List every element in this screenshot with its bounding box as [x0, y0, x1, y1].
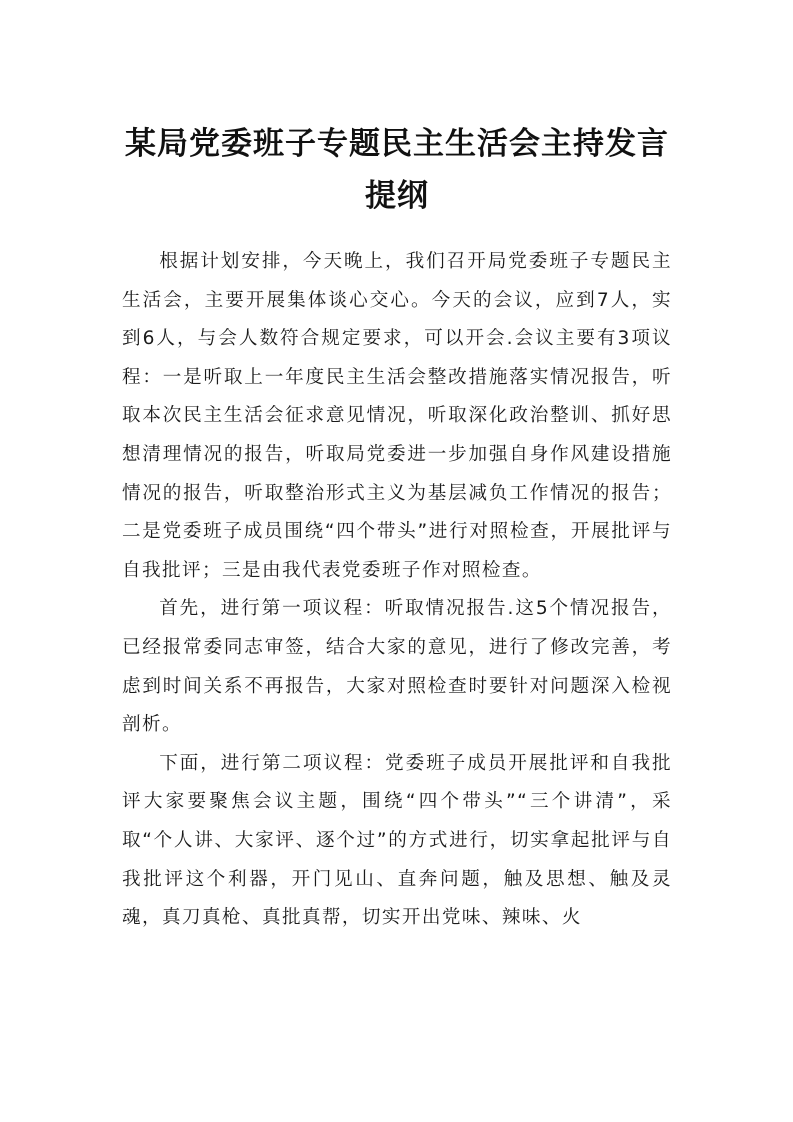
document-title: 某局党委班子专题民主生活会主持发言提纲 [125, 126, 669, 214]
paragraph-first-agenda: 首先，进行第一项议程：听取情况报告.这5个情况报告，已经报常委同志审签，结合大家的意见，进行了修改完善，考虑到时间关系不再报告，大家对照检查时要针对问题深入检视剖析。 [122, 598, 672, 736]
paragraph-opening: 根据计划安排，今天晚上，我们召开局党委班子专题民主生活会，主要开展集体谈心交心。今天的会议，应到7人，实到6人，与会人数符合规定要求，可以开会.会议主要有3项议程：一是听取上一年度民主生活会整改措施落实情况报告，听取本次民主生活会征求意见情况，听取深化政治整训、抓好思想清理情况的报告，听取局党委进一步加强自身作风建设措施情况的报告，听取整治形式主义为基层减负工作情况的报告；二是党委班子成员围绕“四个带头”进行对照检查，开展批评与自我批评；三是由我代表党委班子作对照检查。 [122, 251, 672, 581]
document-body [122, 243, 672, 938]
paragraph-second-agenda: 下面，进行第二项议程：党委班子成员开展批评和自我批评大家要聚焦会议主题，围绕“四个带头”“三个讲清”，采取“个人讲、大家评、逐个过”的方式进行，切实拿起批评与自我批评这个利器，开门见山、直奔问题，触及思想、触及灵魂，真刀真枪、真批真帮，切实开出党味、辣味、火 [122, 752, 672, 929]
